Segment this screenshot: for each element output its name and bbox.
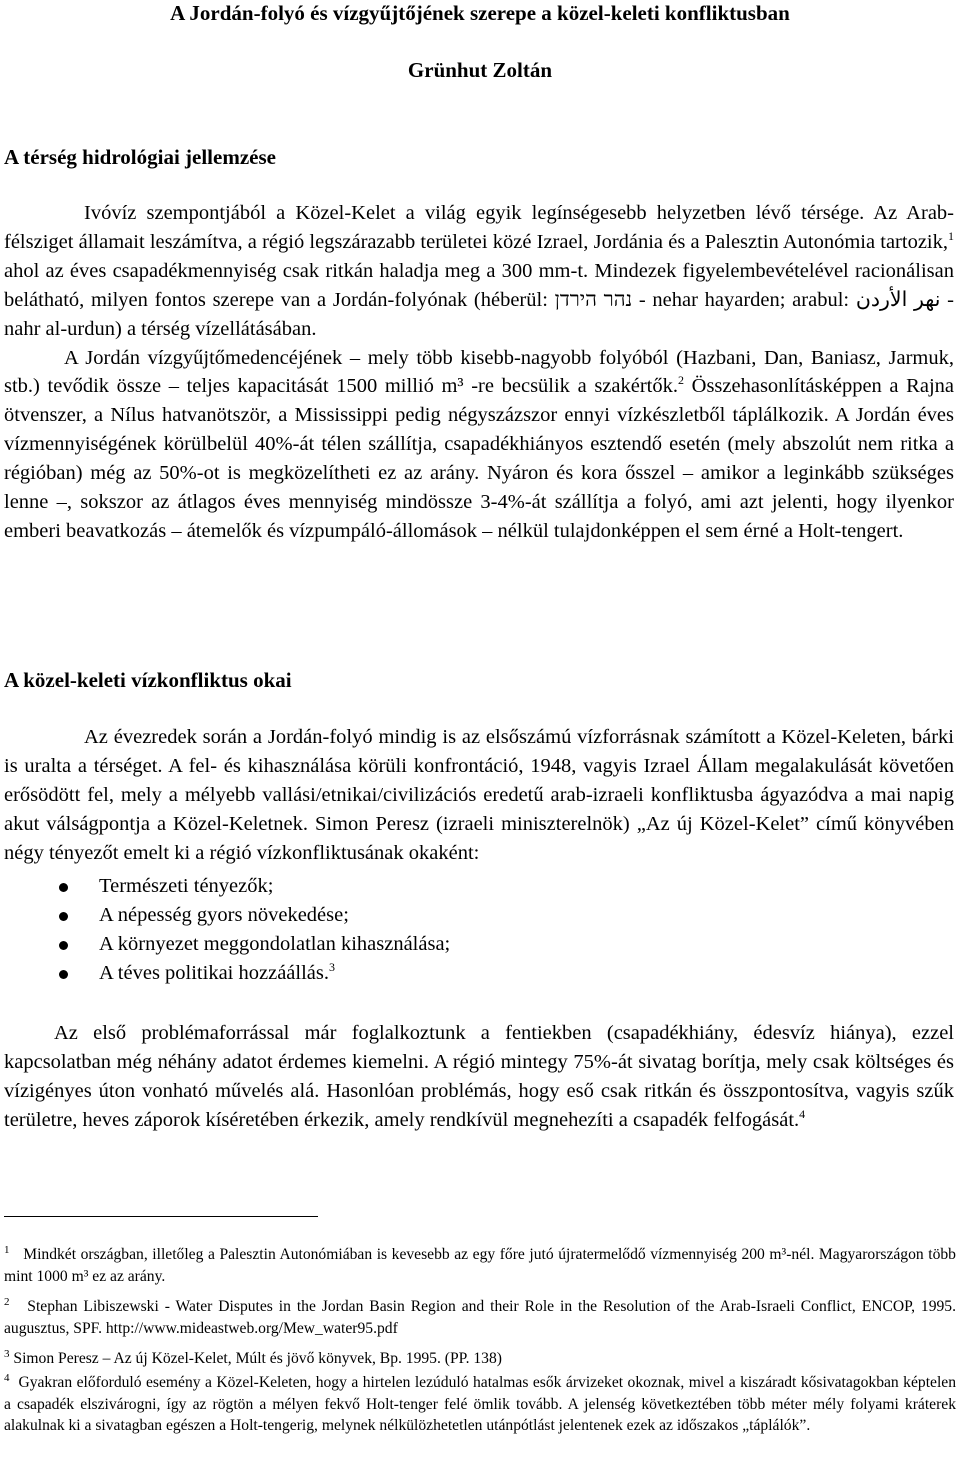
footnote-number: 1 — [4, 1243, 10, 1256]
section-heading-conflict: A közel-keleti vízkonfliktus okai — [4, 668, 292, 692]
list-item-text: A téves politikai hozzáállás. — [99, 962, 329, 984]
section-heading-hydrology: A térség hidrológiai jellemzése — [4, 145, 276, 169]
text-run: Ivóvíz szempontjából a Közel-Kelet a világ egyik legínségesebb helyzetben lévő térsége. Az Arab-félsziget államait leszámítva, a régió legszárazabb területei közé Izrael, Jordánia és a Palesztin Autonómia tartozik, — [4, 202, 954, 253]
arabic-name: نهر الأردن — [855, 288, 941, 311]
text-run: ahol az éves csapadékmennyiség csak ritkán haladja meg a 300 mm-t. Mindezek figyelembevételével racionálisan belátható, milyen fontos szerepe van a Jordán-folyónak (héberül: — [4, 259, 954, 311]
footnote-ref: 3 — [328, 960, 335, 975]
footnote — [4, 1244, 956, 1287]
author-name: Grünhut Zoltán — [407, 58, 553, 82]
footnote — [4, 1348, 956, 1370]
hebrew-name: נהר הירדן — [554, 288, 633, 311]
factor-list — [0, 872, 450, 988]
section-body-conflict-continued — [4, 1019, 954, 1135]
list-item — [0, 959, 450, 988]
footnote-number: 4 — [4, 1371, 10, 1384]
footnote-text: Stephan Libiszewski - Water Disputes in the Jordan Basin Region and their Role in the Resolution of the Arab-Israeli Conflict, ENCOP, 1995. augusztus, SPF. http://www.mideastweb.org/Mew_water95.pdf — [4, 1298, 956, 1337]
paragraph — [4, 199, 954, 344]
footnote-number: 3 — [4, 1347, 10, 1360]
footnote-separator — [4, 1216, 318, 1217]
footnote — [4, 1372, 956, 1437]
paragraph — [4, 344, 954, 546]
footnote-text: Gyakran előforduló esemény a Közel-Keleten, hogy a hirtelen lezúduló hatalmas esők árvizeket okoznak, mivel a kiszáradt kősivatagokban képtelen a csapadék elszivárogni, így az rögtön a mélyen fekvő Holt-tenger felé ömlik tovább. A jelenség következtében több méter mély folyami kráterek alakulnak ki a sivatagban egészen a Holt-tengerig, melynek nélkülözhetetlen utánpótlást jelentenek ezek az időszakos „táplálók”. — [4, 1374, 956, 1434]
bullet-icon — [59, 941, 68, 950]
list-item — [0, 872, 450, 901]
paragraph: Az évezredek során a Jordán-folyó mindig is az elsőszámú vízforrásnak számított a Közel-Keleten, bárki is uralta a térséget. A fel- és kihasználása körüli konfrontáció, 1948, vagyis Izrael Állam megalakulását követően erősödött fel, mely a mélyebb vallási/etnikai/civilizációs eredetű arab-izraeli konfliktusba ágyazódva a mai napig akut válságpontja a Közel-Keletnek. Simon Peresz (izraeli miniszterelnök) „Az új Közel-Kelet” című könyvében négy tényezőt emelt ki a régió vízkonfliktusának okaként: — [4, 726, 954, 864]
bullet-icon — [59, 883, 68, 892]
footnote-ref: 2 — [678, 373, 684, 388]
bullet-icon — [59, 912, 68, 921]
footnote-text: Simon Peresz – Az új Közel-Kelet, Múlt és jövő könyvek, Bp. 1995. (PP. 138) — [13, 1350, 502, 1367]
section-body-hydrology — [4, 199, 954, 546]
paragraph — [4, 1019, 954, 1135]
list-item-text: A népesség gyors növekedése; — [99, 904, 349, 926]
text-run: Az első problémaforrással már foglalkoztunk a fentiekben (csapadékhiány, édesvíz hiánya), ezzel kapcsolatban még néhány adatot érdemes kiemelni. A régió mintegy 75%-át sivatag borítja, mely csak költséges és vízigényes úton vonható művelés alá. Hasonlóan problémás, hogy eső csak ritkán és összpontosítva, vagyis szűk területre, heves záporok kíséretében érkezik, amely rendkívül megnehezíti a csapadék felfogását. — [4, 1022, 954, 1131]
bullet-icon — [59, 970, 68, 979]
text-run: - nahr al-urdun) a térség vízellátásában. — [4, 288, 955, 340]
list-item — [0, 901, 450, 930]
text-run: A Jordán vízgyűjtőmedencéjének – mely több kisebb-nagyobb folyóból (Hazbani, Dan, Baniasz, Jarmuk, stb.) tevődik össze – teljes kapacitását 1500 millió m³ -re becsülik a szakértők. — [4, 346, 954, 398]
section-body-conflict — [4, 723, 954, 868]
footnote-text: Mindkét országban, illetőleg a Palesztin Autonómiában is kevesebb az egy főre jutó újratermelődő vízmennyiség 200 m³-nél. Magyarországon több mint 1000 m³ ez az arány. — [4, 1246, 956, 1285]
document-title: A Jordán-folyó és vízgyűjtőjének szerepe a közel-keleti konfliktusban — [170, 1, 790, 25]
list-item — [0, 930, 450, 959]
footnote-number: 2 — [4, 1295, 10, 1308]
footnote — [4, 1296, 956, 1339]
list-item-text: Természeti tényezők; — [99, 875, 274, 897]
text-run: Összehasonlításképpen a Rajna ötvenszer, a Nílus hatvanötször, a Mississippi pedig négyszázszor ennyi vízkészletből táplálkozik. A Jordán éves vízmennyiségének körülbelül 40%-át télen szállítja, csapadékhiányos esztendő esetén (mely abszolút nem ritka a régióban) még az 50%-ot is megközelítheti ez az arány. Nyáron és kora ősszel – amikor a leginkább szükséges lenne –, sokszor az átlagos éves mennyiség mindössze 3-4%-át szállítja a folyó, ami azt jelenti, hogy ilyenkor emberi beavatkozás – átemelők és vízpumpáló-állomások – nélkül tulajdonképpen el sem érné a Holt-tengert. — [4, 375, 954, 542]
footnote-ref: 4 — [799, 1106, 806, 1121]
footnote-ref: 1 — [948, 229, 954, 244]
text-run: - nehar hayarden; arabul: — [632, 288, 856, 311]
list-item-text: A környezet meggondolatlan kihasználása; — [99, 933, 451, 955]
